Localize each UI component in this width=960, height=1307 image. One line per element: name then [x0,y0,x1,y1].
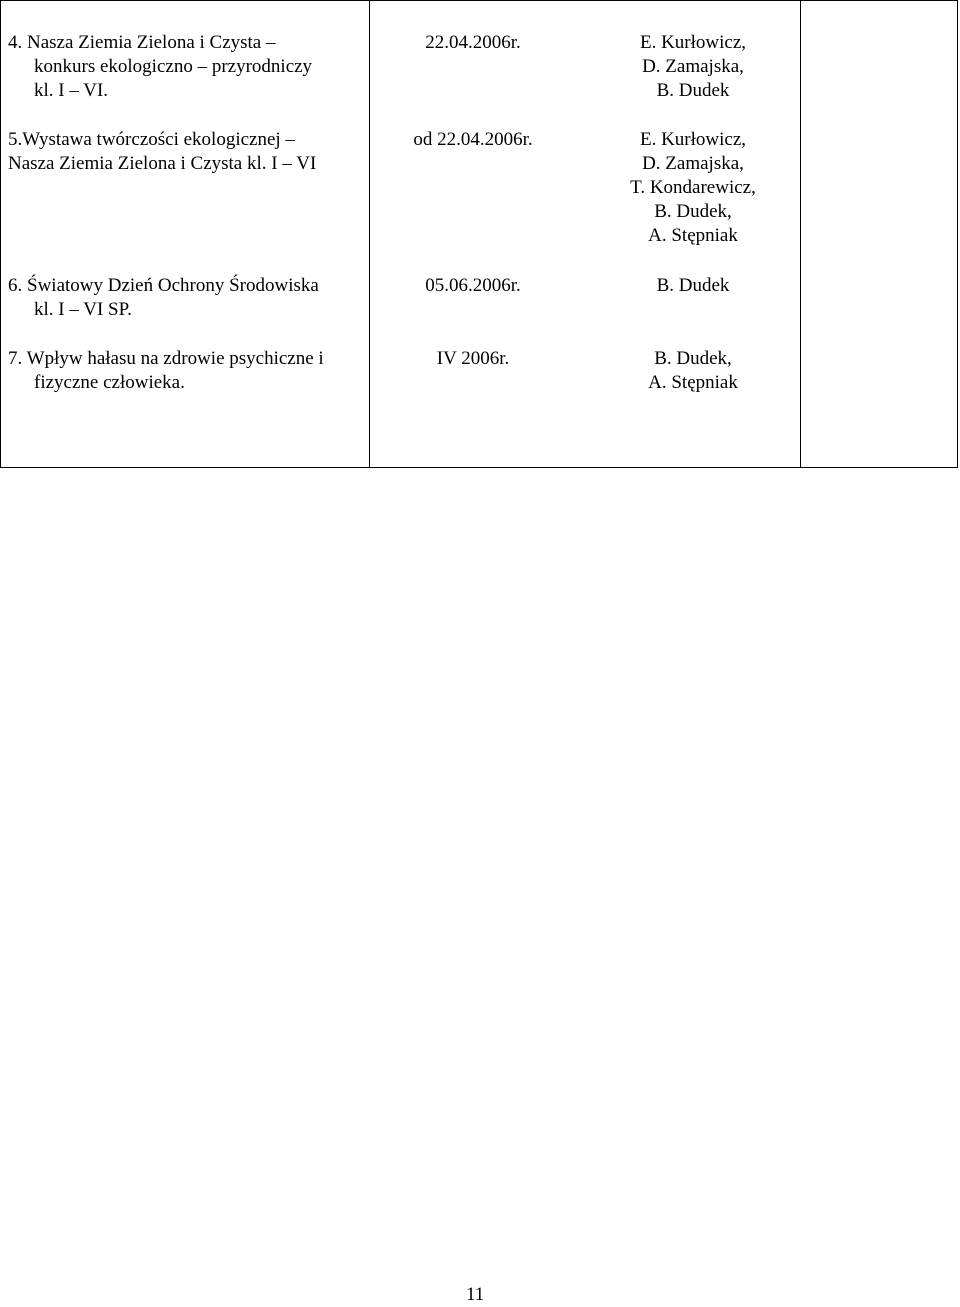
date-line: od 22.04.2006r. [413,129,533,150]
date-line: 22.04.2006r. [425,32,521,53]
person-line: T. Kondarewicz, [630,177,756,198]
date-line: 05.06.2006r. [425,275,521,296]
description-line: Nasza Ziemia Zielona i Czysta kl. I – VI [8,153,317,174]
person-line: A. Stępniak [648,225,738,246]
person-line: E. Kurłowicz, [639,32,747,53]
page-number: 11 [466,1284,485,1305]
activity-description [8,274,366,322]
person-line: E. Kurłowicz, [639,129,747,150]
description-line: 4. Nasza Ziemia Zielona i Czysta – [8,32,276,53]
person-line: B. Dudek, [654,348,732,369]
activity-date [369,128,577,152]
person-line: B. Dudek, [654,201,732,222]
activities-table [0,0,958,468]
person-line: B. Dudek [656,80,730,101]
activity-date [369,274,577,298]
description-line: kl. I – VI SP. [34,299,132,320]
activity-description [8,128,366,176]
description-line: 5.Wystawa twórczości ekologicznej – [8,129,295,150]
description-line: 7. Wpływ hałasu na zdrowie psychiczne i [8,348,324,369]
person-line: A. Stępniak [648,372,738,393]
activity-people [577,274,809,298]
person-line: B. Dudek [656,275,730,296]
person-line: D. Zamajska, [642,153,744,174]
description-line: kl. I – VI. [34,80,109,101]
activity-people [577,128,809,248]
person-line: D. Zamajska, [642,56,744,77]
activity-description [8,31,366,103]
description-line: konkurs ekologiczno – przyrodniczy [34,56,313,77]
activity-date [369,347,577,371]
activity-people [577,347,809,395]
date-line: IV 2006r. [436,348,510,369]
description-line: fizyczne człowieka. [34,372,185,393]
activity-date [369,31,577,55]
description-line: 6. Światowy Dzień Ochrony Środowiska [8,275,319,296]
activity-description [8,347,366,395]
activity-people [577,31,809,103]
column-divider [369,1,370,467]
